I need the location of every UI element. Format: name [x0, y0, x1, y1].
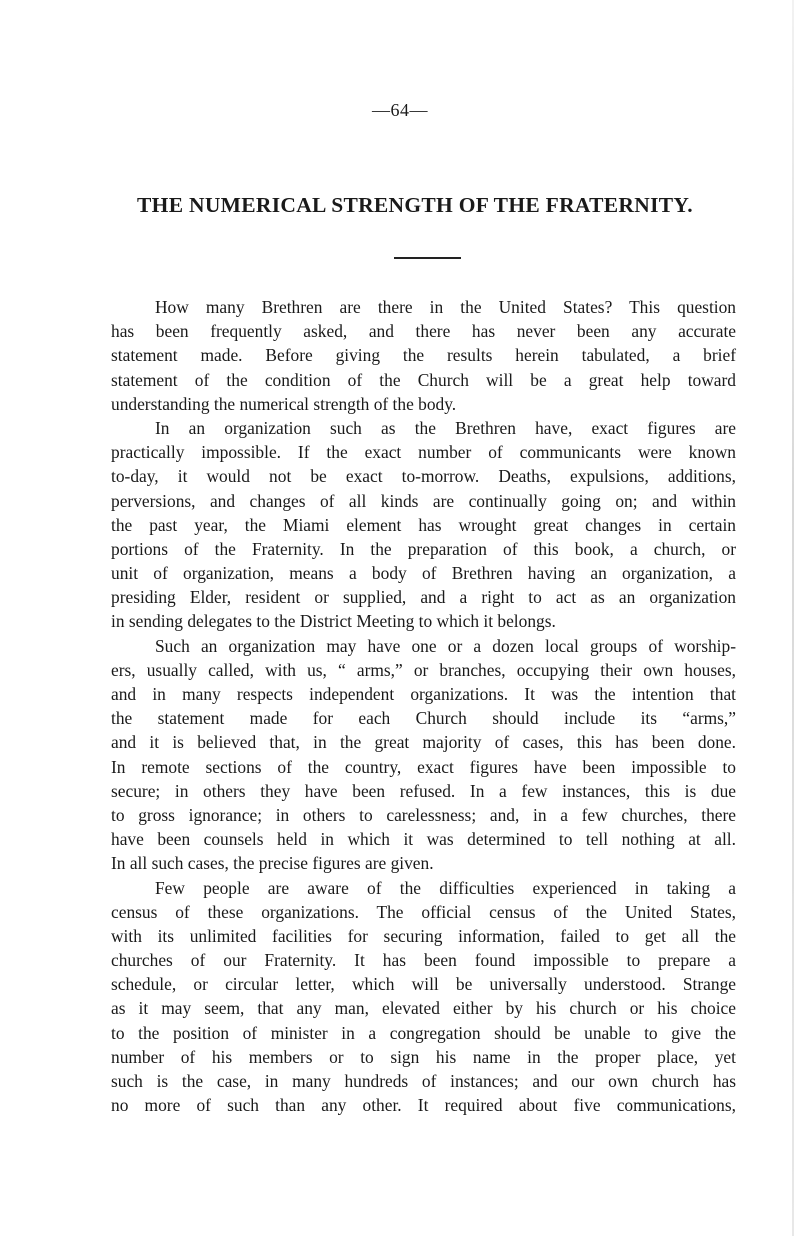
text-line: churches of our Fraternity. It has been found impossible to prepare a [111, 950, 736, 971]
text-line: has been frequently asked, and there has never been any accurate [111, 321, 736, 342]
paragraph-4 [111, 876, 736, 1118]
text-line: as it may seem, that any man, elevated either by his church or his choice [111, 998, 736, 1019]
text-line: practically impossible. If the exact number of communicants were known [111, 442, 736, 463]
text-line: perversions, and changes of all kinds are continually going on; and within [111, 490, 736, 511]
text-line: statement of the condition of the Church will be a great help toward [111, 369, 736, 390]
page-number: —64— [372, 100, 428, 120]
paragraph-2 [111, 416, 736, 634]
text-line: Such an organization may have one or a dozen local groups of worship- [155, 635, 736, 656]
text-line: census of these organizations. The official census of the United States, [111, 901, 736, 922]
text-line: In all such cases, the precise figures are given. [111, 853, 434, 874]
text-line: the past year, the Miami element has wrought great changes in certain [111, 514, 736, 535]
text-line: understanding the numerical strength of the body. [111, 393, 457, 414]
text-line: to gross ignorance; in others to carelessness; and, in a few churches, there [111, 804, 736, 825]
text-line: have been counsels held in which it was determined to tell nothing at all. [111, 829, 736, 850]
paragraph-3 [111, 634, 736, 876]
text-line: to-day, it would not be exact to-morrow. Deaths, expulsions, additions, [111, 466, 736, 487]
text-line: to the position of minister in a congregation should be unable to give the [111, 1022, 736, 1043]
text-line: and in many respects independent organizations. It was the intention that [111, 684, 736, 704]
text-line: secure; in others they have been refused. In a few instances, this is due [111, 780, 736, 801]
text-line: the statement made for each Church should include its “arms,” [111, 708, 736, 729]
text-line: presiding Elder, resident or supplied, and a right to act as an organization [111, 587, 736, 608]
text-line: schedule, or circular letter, which will be universally understood. Strange [111, 974, 736, 995]
text-line: portions of the Fraternity. In the preparation of this book, a church, or [111, 538, 736, 559]
text-line: in sending delegates to the District Meeting to which it belongs. [111, 611, 556, 632]
page-title: THE NUMERICAL STRENGTH OF THE FRATERNITY. [137, 193, 693, 217]
text-line: no more of such than any other. It required about five communications, [111, 1095, 736, 1116]
text-line: How many Brethren are there in the United States? This question [155, 297, 736, 317]
text-line: In an organization such as the Brethren have, exact figures are [155, 417, 736, 438]
text-line: unit of organization, means a body of Brethren having an organization, a [111, 563, 736, 584]
paragraph-1 [111, 295, 736, 416]
text-line: with its unlimited facilities for securing information, failed to get all the [111, 925, 736, 946]
text-line: In remote sections of the country, exact figures have been impossible to [111, 756, 736, 777]
text-line: and it is believed that, in the great majority of cases, this has been done. [111, 732, 736, 753]
text-line: statement made. Before giving the results herein tabulated, a brief [111, 345, 736, 366]
page-edge-shadow [792, 0, 794, 1236]
text-line: ers, usually called, with us, “ arms,” or branches, occupying their own houses, [111, 659, 736, 680]
text-line: number of his members or to sign his name in the proper place, yet [111, 1046, 736, 1067]
text-line: such is the case, in many hundreds of instances; and our own church has [111, 1071, 736, 1091]
title-rule-divider [394, 257, 461, 259]
body-text [111, 295, 736, 1117]
text-line: Few people are aware of the difficulties experienced in taking a [155, 877, 736, 898]
